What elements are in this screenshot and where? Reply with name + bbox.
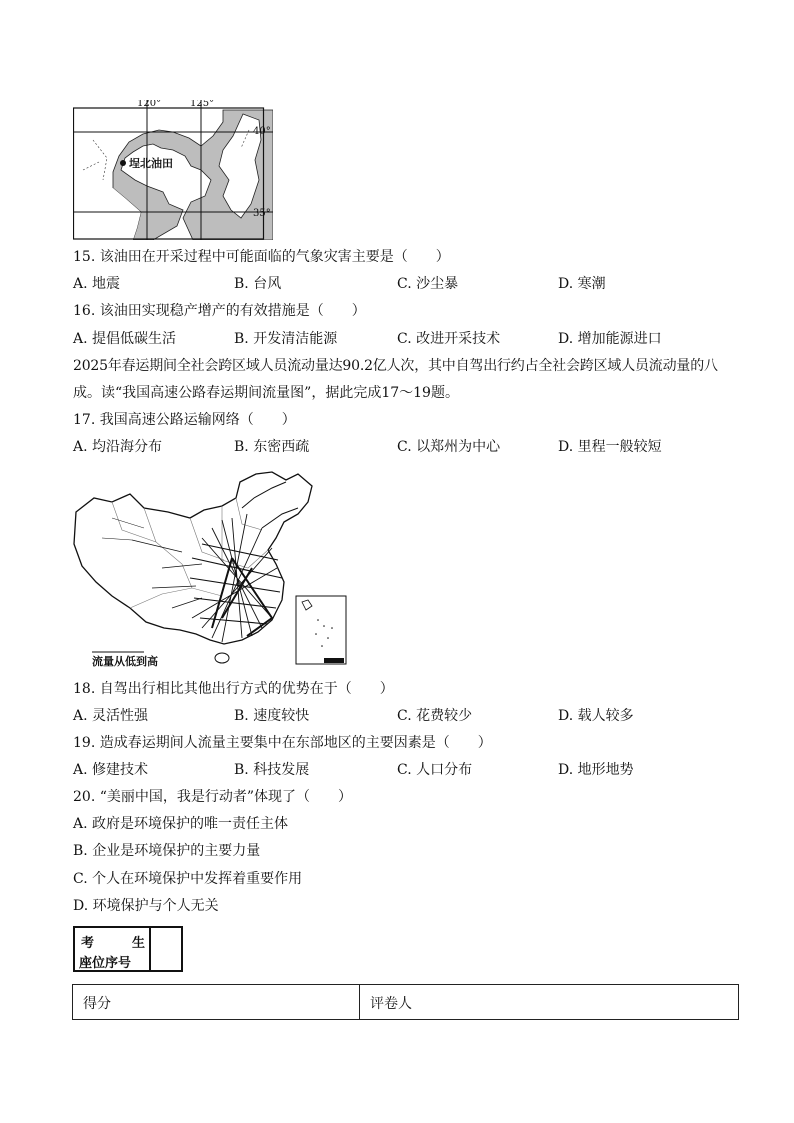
q18-option-d: D. 载人较多: [558, 708, 634, 724]
q15-option-b: B. 台风: [234, 276, 282, 292]
q16-stem: 16. 该油田实现稳产增产的有效措施是（ ）: [73, 303, 366, 319]
intro-line-1: 2025年春运期间全社会跨区域人员流动量达90.2亿人次，其中自驾出行约占全社会跨区域人员流动量的八: [73, 358, 718, 374]
score-table: [72, 984, 739, 1020]
q16-option-c: C. 改进开采技术: [397, 331, 501, 347]
lat-40-label: 40°: [253, 126, 271, 137]
q19-option-c: C. 人口分布: [397, 762, 473, 778]
q20-option-a: A. 政府是环境保护的唯一责任主体: [73, 816, 289, 832]
q20-option-c: C. 个人在环境保护中发挥着重要作用: [73, 871, 303, 887]
q20-option-b: B. 企业是环境保护的主要力量: [73, 843, 261, 859]
q18-option-b: B. 速度较快: [234, 708, 310, 724]
seat-label-order: 座位序号: [79, 956, 132, 971]
q17-option-a: A. 均沿海分布: [73, 439, 163, 455]
q18-option-c: C. 花费较少: [397, 708, 473, 724]
q15-option-a: A. 地震: [73, 276, 121, 292]
q16-option-d: D. 增加能源进口: [558, 331, 662, 347]
seat-label-sheng: 生: [131, 936, 145, 951]
q17-option-b: B. 东密西疏: [234, 439, 310, 455]
seat-number-box: [73, 926, 183, 972]
q16-option-b: B. 开发清洁能源: [234, 331, 338, 347]
seat-label-kao: 考: [81, 936, 95, 951]
oilfield-marker-icon: [120, 160, 126, 166]
q19-option-a: A. 修建技术: [73, 762, 149, 778]
oilfield-label: 埕北油田: [129, 157, 173, 170]
flow-legend-label: 流量从低到高: [92, 655, 158, 668]
lon-120-label: 120°: [137, 100, 162, 109]
q16-option-a: A. 提倡低碳生活: [73, 331, 177, 347]
q15-option-c: C. 沙尘暴: [397, 276, 459, 292]
q15-stem: 15. 该油田在开采过程中可能面临的气象灾害主要是（ ）: [73, 249, 450, 265]
q19-stem: 19. 造成春运期间人流量主要集中在东部地区的主要因素是（ ）: [73, 735, 492, 751]
q19-option-d: D. 地形地势: [558, 762, 634, 778]
q17-option-d: D. 里程一般较短: [558, 439, 662, 455]
intro-line-2: 成。读“我国高速公路春运期间流量图”，据此完成17～19题。: [73, 385, 459, 401]
q17-stem: 17. 我国高速公路运输网络（ ）: [73, 412, 296, 428]
q17-option-c: C. 以郑州为中心: [397, 439, 501, 455]
grader-cell: 评卷人: [370, 996, 412, 1012]
lat-35-label: 35°: [253, 208, 271, 219]
lon-125-label: 125°: [190, 100, 215, 109]
seat-number-label: [75, 928, 151, 970]
q19-option-b: B. 科技发展: [234, 762, 310, 778]
q18-option-a: A. 灵活性强: [73, 708, 149, 724]
q20-stem: 20. “美丽中国，我是行动者”体现了（ ）: [73, 789, 353, 805]
score-cell: 得分: [73, 985, 360, 1019]
china-expressway-flow-map: [72, 468, 350, 668]
q18-stem: 18. 自驾出行相比其他出行方式的优势在于（ ）: [73, 681, 394, 697]
bohai-oilfield-map: [73, 100, 273, 240]
q20-option-d: D. 环境保护与个人无关: [73, 898, 219, 914]
q15-option-d: D. 寒潮: [558, 276, 606, 292]
